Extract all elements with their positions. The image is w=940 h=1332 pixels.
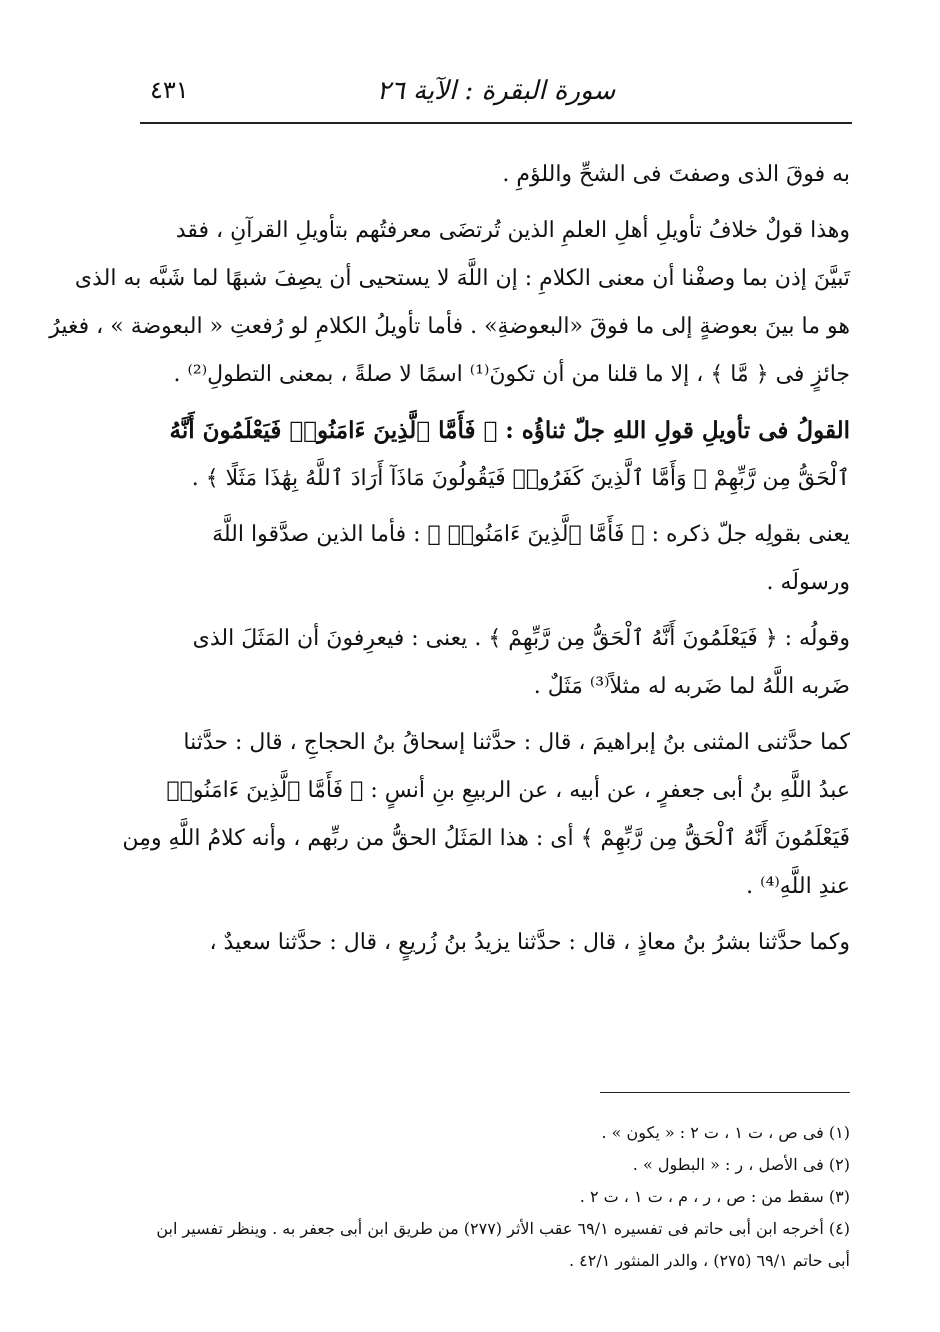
page-number: ٤٣١ [150,76,189,104]
text-line: ضَربه اللَّهُ لما ضَربه له مثلاً⁽³⁾ مَثَلٌ . [533,674,850,699]
text-line: وهذا قولٌ خلافُ تأويلِ أهلِ العلمِ الذين تُرتضَى معرفتُهم بتأويلِ القرآنِ ، فقد [175,218,850,243]
text-line: وقولُه : ﴿ فَيَعْلَمُونَ أَنَّهُ ٱلْحَقُّ مِن رَّبِّهِمْ ﴾ . يعنى : فيعرِفونَ أن المَثَلَ الذى [192,626,850,651]
footnote: (٤) أخرجه ابن أبى حاتم فى تفسيره ٦٩/١ عقب الأثر (٢٧٧) من طريق ابن أبى جعفر به . وينظر تفسير ابن [156,1219,850,1238]
text-line: يعنى بقولِه جلّ ذكره : ﴿ فَأَمَّا ٱلَّذِينَ ءَامَنُوا۟ ﴾ : فأما الذين صدَّقوا اللَّهَ [212,522,850,547]
text-line: وكما حدَّثنا بشرُ بنُ معاذٍ ، قال : حدَّثنا يزيدُ بنُ زُريعٍ ، قال : حدَّثنا سعيدٌ ، [209,930,850,955]
page-header [140,72,852,112]
running-title: سورة البقرة : الآية ٢٦ [376,76,616,106]
text-line: به فوقَ الذى وصفتَ فى الشحِّ واللؤمِ . [502,162,850,187]
text-line: عندِ اللَّهِ⁽⁴⁾ . [746,874,850,899]
footnote: (١) فى ص ، ت ١ ، ت ٢ : « يكون » . [601,1123,850,1142]
text-line: ٱلْحَقُّ مِن رَّبِّهِمْ ۖ وَأَمَّا ٱلَّذِينَ كَفَرُوا۟ فَيَقُولُونَ مَاذَآ أَرَادَ ٱللَّهُ بِهَٰذَا مَثَلًا ﴾ . [191,466,850,491]
footnote: (٢) فى الأصل ، ر : « البطول » . [632,1155,850,1174]
text-line: جائزٍ فى ﴿ مَّا ﴾ ، إلا ما قلنا من أن تكونَ⁽¹⁾ اسمًا لا صلةً ، بمعنى التطولِ⁽²⁾ . [173,362,850,387]
footnote: أبى حاتم ٦٩/١ (٢٧٥) ، والدر المنثور ٤٢/١ . [568,1251,850,1270]
section-heading-line: القولُ فى تأويلِ قولِ اللهِ جلّ ثناؤُه : ﴿ فَأَمَّا ٱلَّذِينَ ءَامَنُوا۟ فَيَعْلَمُونَ أَنَّهُ [169,417,850,444]
text-line: ورسولَه . [766,570,850,595]
text-line: تَبيَّنَ إذن بما وصفْنا أن معنى الكلامِ : إن اللَّهَ لا يستحيى أن يصِفَ شبهًا لما شَبَّه به الذى [74,266,850,291]
text-line: عبدُ اللَّهِ بنُ أبى جعفرٍ ، عن أبيه ، عن الربيعِ بنِ أنسٍ : ﴿ فَأَمَّا ٱلَّذِينَ ءَامَنُوا۟ [166,778,850,803]
text-line: هو ما بينَ بعوضةٍ إلى ما فوقَ «البعوضةِ» . فأما تأويلُ الكلامِ لو رُفعتِ « البعوضة » ، فغيرُ [49,314,850,339]
header-rule [140,122,852,124]
footnotes [135,1122,850,1282]
text-line: فَيَعْلَمُونَ أَنَّهُ ٱلْحَقُّ مِن رَّبِّهِمْ ﴾ أى : هذا المَثَلُ الحقُّ من ربِّهم ، وأنه كلامُ اللَّهِ ومِن [122,826,850,851]
footnote: (٣) سقط من : ص ، ر ، م ، ت ١ ، ت ٢ . [579,1187,850,1206]
footnote-rule [600,1092,850,1093]
text-line: كما حدَّثنى المثنى بنُ إبراهيمَ ، قال : حدَّثنا إسحاقُ بنُ الحجاجِ ، قال : حدَّثنا [183,730,850,755]
main-text [49,160,850,976]
